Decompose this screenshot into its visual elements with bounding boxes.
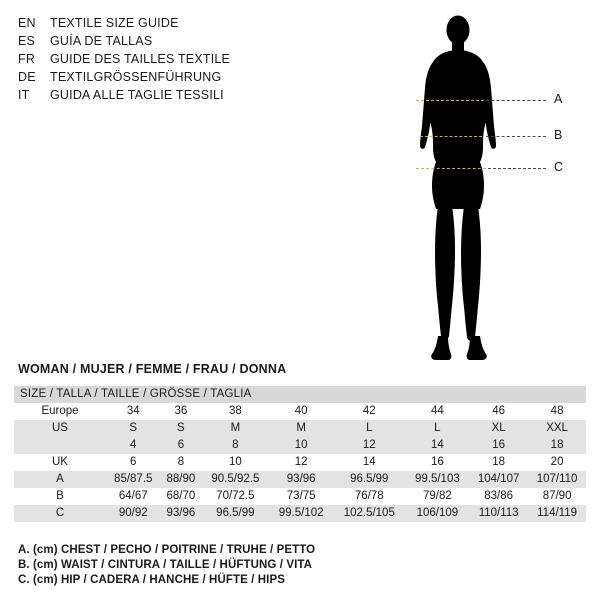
language-code: IT (18, 88, 30, 102)
table-row (14, 471, 586, 488)
row-label: Europe (41, 405, 79, 417)
table-header-row (14, 386, 586, 403)
cell: 68/70 (166, 490, 196, 502)
cell: 16 (430, 456, 444, 468)
cell: 4 (130, 439, 137, 451)
cell: 87/90 (542, 490, 572, 502)
table-row (14, 403, 586, 420)
language-row (18, 16, 318, 34)
chest-line-grey (486, 100, 546, 101)
cell: 85/87.5 (114, 473, 153, 485)
cell: 110/113 (478, 507, 519, 519)
language-title: GUÍA DE TALLAS (50, 34, 153, 48)
cell: 12 (362, 439, 376, 451)
cell: 44 (430, 405, 444, 417)
waist-marker-label: B (554, 128, 563, 142)
cell: 64/67 (118, 490, 148, 502)
hip-line-orange (416, 168, 486, 169)
cell: 46 (492, 405, 506, 417)
cell: 102.5/105 (343, 507, 395, 519)
language-code: ES (18, 34, 36, 48)
cell: 42 (362, 405, 376, 417)
cell: 38 (228, 405, 242, 417)
table-row (14, 505, 586, 522)
cell: S (177, 422, 185, 434)
language-title: TEXTILGRÖSSENFÜHRUNG (50, 70, 222, 84)
cell: 18 (492, 456, 506, 468)
waist-line-grey (486, 136, 546, 137)
cell: 76/78 (354, 490, 384, 502)
cell: 104/107 (477, 473, 520, 485)
cell: 107/110 (536, 473, 578, 485)
table-header-title: SIZE / TALLA / TAILLE / GRÖSSE / TAGLIA (20, 388, 252, 400)
category-label: WOMAN / MUJER / FEMME / FRAU / DONNA (18, 362, 287, 376)
language-row (18, 34, 318, 52)
cell: 93/96 (286, 473, 316, 485)
hip-marker-label: C (554, 160, 564, 174)
cell: XXL (546, 422, 568, 434)
cell: 12 (294, 456, 308, 468)
cell: M (296, 422, 306, 434)
table-row (14, 454, 586, 471)
female-silhouette-icon (398, 8, 578, 368)
waist-line-orange (420, 136, 482, 137)
cell: 48 (550, 405, 564, 417)
cell: L (434, 422, 441, 434)
cell: 10 (228, 456, 242, 468)
language-row (18, 52, 318, 70)
row-label: B (56, 490, 64, 502)
cell: 10 (294, 439, 308, 451)
cell: 6 (130, 456, 137, 468)
cell: 73/75 (286, 490, 316, 502)
language-title: TEXTILE SIZE GUIDE (50, 16, 179, 30)
cell: XL (491, 422, 506, 434)
cell: 114/119 (537, 507, 578, 519)
cell: 14 (362, 456, 376, 468)
table-row (14, 420, 586, 437)
note-chest: A. (cm) CHEST / PECHO / POITRINE / TRUHE / PETTO (18, 544, 316, 556)
cell: 18 (550, 439, 564, 451)
cell: 96.5/99 (350, 473, 389, 485)
chest-line-orange (416, 100, 484, 101)
cell: 106/109 (416, 507, 459, 519)
cell: 83/86 (484, 490, 514, 502)
language-code: FR (18, 52, 36, 66)
row-label: US (52, 422, 68, 434)
note-waist: B. (cm) WAIST / CINTURA / TAILLE / HÜFTUNG / VITA (18, 559, 313, 571)
cell: 20 (550, 456, 564, 468)
cell: 93/96 (166, 507, 196, 519)
language-row (18, 70, 318, 88)
row-label: A (56, 473, 64, 485)
cell: 34 (126, 405, 140, 417)
language-header-block (18, 16, 318, 106)
chest-marker-label: A (554, 92, 563, 106)
cell: 99.5/103 (414, 473, 460, 485)
cell: 16 (492, 439, 506, 451)
hip-line-grey (488, 168, 546, 169)
cell: 99.5/102 (278, 507, 324, 519)
language-row (18, 88, 318, 106)
note-hip: C. (cm) HIP / CADERA / HANCHE / HÜFTE / HIPS (18, 574, 286, 586)
table-row (14, 437, 586, 454)
cell: 6 (177, 439, 185, 451)
language-code: DE (18, 70, 36, 84)
language-title: GUIDA ALLE TAGLIE TESSILI (50, 88, 224, 102)
cell: 8 (232, 439, 239, 451)
cell: 36 (174, 405, 188, 417)
cell: 90.5/92.5 (211, 473, 260, 485)
cell: 40 (294, 405, 308, 417)
cell: 96.5/99 (216, 507, 255, 519)
cell: 8 (177, 456, 185, 468)
language-code: EN (18, 16, 36, 30)
cell: 14 (430, 439, 444, 451)
cell: 88/90 (166, 473, 196, 485)
size-table-wrapper (14, 386, 586, 522)
language-title: GUIDE DES TAILLES TEXTILE (50, 52, 231, 66)
cell: 70/72.5 (216, 490, 255, 502)
cell: 90/92 (118, 507, 148, 519)
size-table (14, 386, 586, 522)
table-row (14, 488, 586, 505)
cell: 79/82 (422, 490, 452, 502)
body-figure (398, 8, 578, 368)
cell: S (129, 422, 138, 434)
cell: L (366, 422, 373, 434)
row-label: C (55, 507, 65, 519)
measurement-notes (18, 543, 578, 588)
row-label: UK (52, 456, 68, 468)
cell: M (230, 422, 241, 434)
row-label (14, 437, 106, 454)
